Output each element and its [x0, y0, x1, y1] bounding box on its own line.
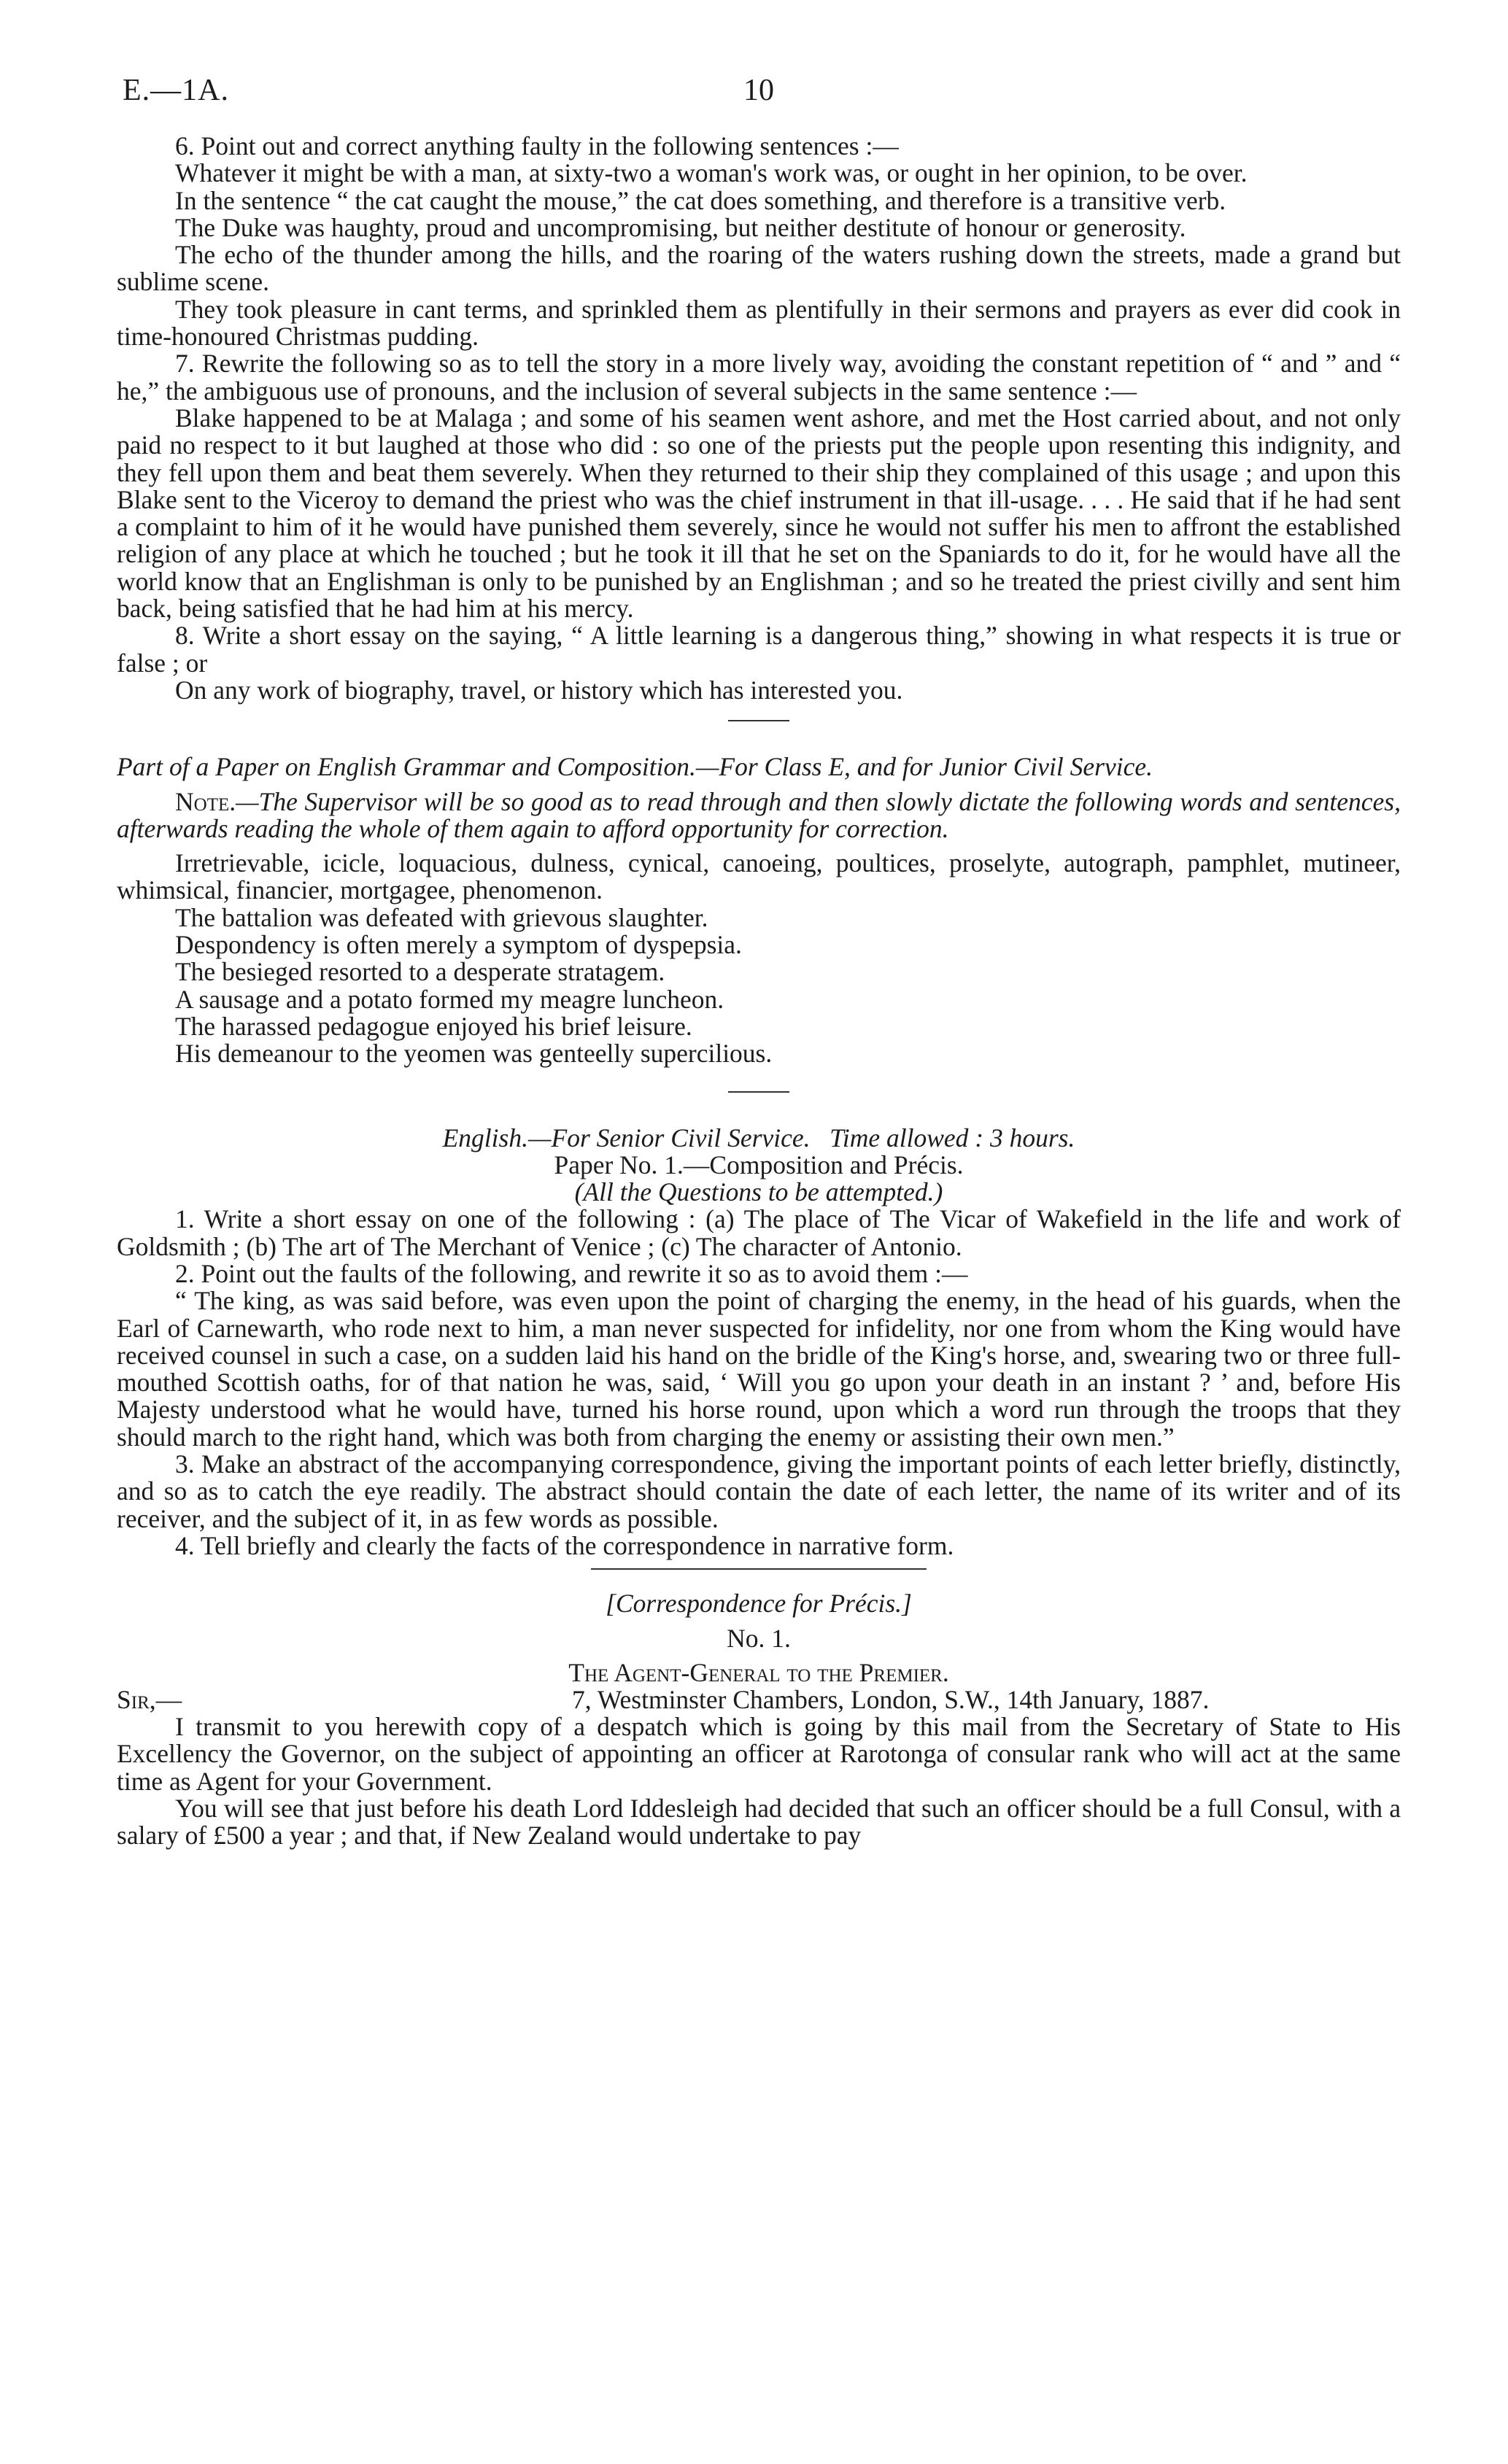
question-1: 1. Write a short essay on one of the following : (a) The place of The Vicar of Wakefield in the life and work of Goldsmith ; (b) The art of The Merchant of Venice ; (c) The character of Antonio.: [117, 1204, 1401, 1261]
dictation-sentence: The battalion was defeated with grievous slaughter.: [175, 902, 708, 932]
dictation-sentence: His demeanour to the yeomen was genteelly supercilious.: [175, 1039, 773, 1069]
letter-number: No. 1.: [727, 1623, 791, 1653]
note-label: Note.: [175, 786, 236, 816]
note-text: —The Supervisor will be so good as to read through and then slowly dictate the following words and sentences, afterwards reading the whole of them again to afford opportunity for correction.: [117, 786, 1401, 843]
document-page: [117, 70, 1401, 1850]
correspondence-heading: [Correspondence for Précis.]: [606, 1589, 912, 1619]
question-7-passage: Blake happened to be at Malaga ; and some of his seamen went ashore, and met the Host carried about, and not only paid no respect to it but laughed at those who did : so one of the priests put the people upon resenting this indignity, and they fell upon them and beat them severely. When they returned to their ship they complained of this usage ; and upon this Blake sent to the Viceroy to demand the priest who was the chief instrument in that ill-usage. . . . He said that if he had sent a complaint to him of it he would have punished them severely, since he would not suffer his men to affront the established religion of any place at which he touched ; but he took it ill that he set on the Spaniards to do it, for he would have all the world know that an Englishman is only to be punished by an Englishman ; and so he treated the priest civilly and sent him back, being satisfied that he had him at his mercy.: [117, 403, 1401, 624]
dictation-sentence: A sausage and a potato formed my meagre luncheon.: [175, 984, 724, 1014]
letter-paragraph: I transmit to you herewith copy of a despatch which is going by this mail from the Secretary of State to His Excellency the Governor, on the subject of appointing an officer at Rarotonga of consular rank who will act at the same time as Agent for your Government.: [117, 1712, 1401, 1796]
question-4: 4. Tell briefly and clearly the facts of the correspondence in narrative form.: [175, 1530, 954, 1560]
letter-from-to: The Agent-General to the Premier.: [568, 1657, 949, 1687]
dictation-sentence: The harassed pedagogue enjoyed his brief leisure.: [175, 1011, 692, 1041]
section-grammar-composition: [117, 753, 1401, 1067]
faulty-sentence: The Duke was haughty, proud and uncompromising, but neither destitute of honour or generosity.: [175, 212, 1186, 242]
paper-instruction: (All the Questions to be attempted.): [574, 1177, 943, 1207]
section-senior-civil-service: [117, 1125, 1401, 1560]
section-divider: [591, 1568, 927, 1570]
faulty-sentence: In the sentence “ the cat caught the mouse,” the cat does something, and therefore is a transitive verb.: [175, 185, 1226, 215]
supervisor-note: [117, 786, 1401, 843]
document-reference: E.—1A.: [123, 74, 229, 107]
question-8-text: 8. Write a short essay on the saying, “ A little learning is a dangerous thing,” showing in what respects it is true or false ; or: [117, 621, 1401, 678]
dictation-sentence: Despondency is often merely a symptom of dyspepsia.: [175, 930, 742, 960]
section-title: Part of a Paper on English Grammar and Composition.—For Class E, and for Junior Civil Service.: [117, 752, 1153, 782]
faulty-sentence: The echo of the thunder among the hills, and the roaring of the waters rushing down the streets, made a grand but sublime scene.: [117, 240, 1401, 297]
question-8-alternative: On any work of biography, travel, or history which has interested you.: [175, 675, 903, 705]
dictation-sentence: The besieged resorted to a desperate stratagem.: [175, 957, 665, 987]
section-divider: [728, 1091, 789, 1093]
question-3: 3. Make an abstract of the accompanying correspondence, giving the important points of each letter briefly, distinctly, and so as to catch the eye readily. The abstract should contain the date of each letter, the name of its writer and of its receiver, and the subject of it, in as few words as possible.: [117, 1449, 1401, 1533]
salutation: Sir,—: [117, 1685, 182, 1715]
section-title: English.—For Senior Civil Service. Time allowed : 3 hours.: [442, 1123, 1075, 1152]
letter-paragraph: You will see that just before his death Lord Iddesleigh had decided that such an officer should be a full Consul, with a salary of £500 a year ; and that, if New Zealand would undertake to pay: [117, 1794, 1401, 1851]
faulty-sentence: They took pleasure in cant terms, and sprinkled them as plentifully in their sermons and prayers as ever did cook in time-honoured Christmas pudding.: [117, 294, 1401, 352]
section-correspondence: [117, 1590, 1401, 1849]
section-divider: [728, 720, 789, 721]
paper-subtitle: Paper No. 1.—Composition and Précis.: [554, 1150, 964, 1179]
section-questions-6-8: [117, 133, 1401, 704]
question-2: 2. Point out the faults of the following, and rewrite it so as to avoid them :—: [175, 1258, 968, 1288]
page-number: 10: [743, 74, 774, 107]
salutation-line: [117, 1686, 1401, 1713]
dictation-words: Irretrievable, icicle, loquacious, dulness, cynical, canoeing, poultices, proselyte, autograph, pamphlet, mutineer, whimsical, financier, mortgagee, phenomenon.: [117, 848, 1401, 905]
page-header: [117, 70, 1401, 121]
question-6-intro: 6. Point out and correct anything faulty in the following sentences :—: [175, 131, 899, 160]
faulty-sentence: Whatever it might be with a man, at sixty-two a woman's work was, or ought in her opinion, to be over.: [175, 158, 1248, 188]
question-7-intro: 7. Rewrite the following so as to tell the story in a more lively way, avoiding the constant repetition of “ and ” and “ he,” the ambiguous use of pronouns, and the inclusion of several subjects in the same sentence :—: [117, 349, 1401, 406]
question-2-passage: “ The king, as was said before, was even upon the point of charging the enemy, in the head of his guards, when the Earl of Carnewarth, who rode next to him, a man never suspected for infidelity, nor one from whom the King would have received counsel in such a case, on a sudden laid his hand on the bridle of the King's horse, and, swearing two or three full-mouthed Scottish oaths, for of that nation he was, said, ‘ Will you go upon your death in an instant ? ’ and, before His Majesty understood what he would have, turned his horse round, upon which a word run through the troops that they should march to the right hand, which was both from charging the enemy or assisting their own men.”: [117, 1286, 1401, 1452]
letter-address-date: 7, Westminster Chambers, London, S.W., 14th January, 1887.: [572, 1685, 1210, 1715]
